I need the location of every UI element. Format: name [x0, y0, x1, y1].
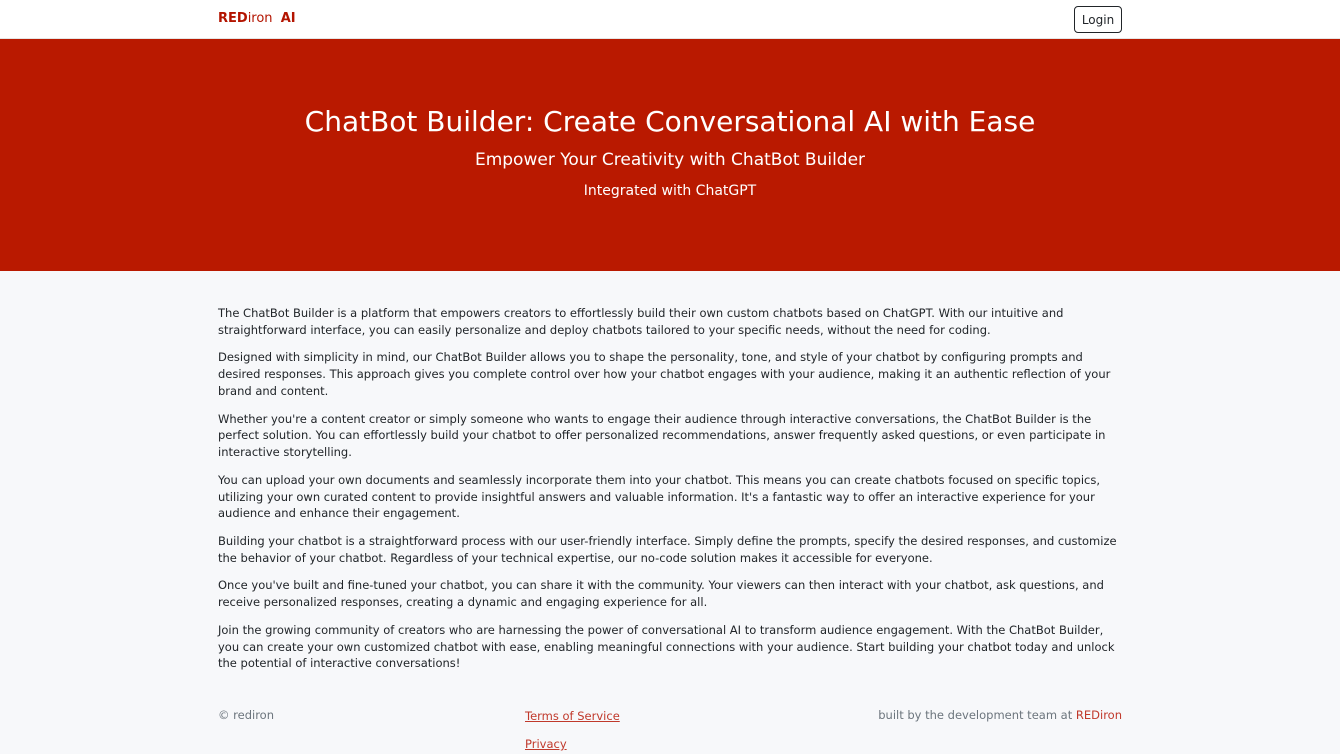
content-paragraph: You can upload your own documents and seamlessly incorporate them into your chatbot. This means you can create chatbots focused on specific topics, utilizing your own curated content to provide insightful answers and valuable information. It's a fantastic way to offer an interactive experience for your audience and enhance their engagement. — [218, 472, 1101, 521]
content-paragraph: Whether you're a content creator or simply someone who wants to engage their audience through interactive conversations, the ChatBot Builder is the perfect solution. You can effortlessly build your chatbot to offer personalized recommendations, answer frequently asked questions, or even participate in interactive storytelling. — [218, 411, 1106, 460]
page-title: ChatBot Builder: Create Conversational AI with Ease — [304, 105, 1036, 138]
brand-logo[interactable] — [218, 11, 296, 26]
hero-tagline: Integrated with ChatGPT — [583, 183, 757, 199]
brand-red-part2: iron — [247, 11, 273, 26]
rediron-link[interactable]: REDiron — [1075, 708, 1122, 722]
content-paragraph: Designed with simplicity in mind, our ChatBot Builder allows you to shape the personality, tone, and style of your chatbot by configuring prompts and desired responses. This approach gives you complete control over how your chatbot engages with your audience, making it an authentic reflection of your brand and content. — [218, 350, 1111, 398]
built-by-text — [878, 708, 1122, 722]
built-by-label: built by the development team at — [878, 708, 1073, 722]
brand-red-part1: RED — [218, 11, 248, 26]
hero-banner — [0, 39, 1340, 271]
login-button[interactable]: Login — [1074, 6, 1122, 33]
page-footer — [0, 706, 1340, 754]
top-navbar — [0, 0, 1340, 39]
footer-links — [525, 708, 620, 754]
content-paragraph: Once you've built and fine-tuned your chatbot, you can share it with the community. Your viewers can then interact with your chatbot, ask questions, and receive personalized responses, creating a dynamic and engaging experience for all. — [218, 578, 1104, 610]
brand-ai: AI — [280, 11, 296, 26]
hero-subtitle: Empower Your Creativity with ChatBot Builder — [474, 150, 866, 170]
privacy-link[interactable]: Privacy — [525, 737, 567, 751]
copyright-text: © rediron — [218, 708, 275, 722]
content-paragraph: Building your chatbot is a straightforward process with our user-friendly interface. Simply define the prompts, specify the desired responses, and customize the behavior of your chatbot. Regardless of your technical expertise, our no-code solution makes it accessible for everyone. — [218, 533, 1117, 565]
main-content — [218, 305, 1122, 683]
content-paragraph: The ChatBot Builder is a platform that empowers creators to effortlessly build their own custom chatbots based on ChatGPT. With our intuitive and straightforward interface, you can easily personalize and deploy chatbots tailored to your specific needs, without the need for coding. — [218, 306, 1064, 337]
terms-of-service-link[interactable]: Terms of Service — [525, 709, 620, 723]
content-paragraph: Join the growing community of creators who are harnessing the power of conversational AI to transform audience engagement. With the ChatBot Builder, you can create your own customized chatbot with ease, enabling meaningful connections with your audience. Start building your chatbot today and unlock the potential of interactive conversations! — [218, 622, 1115, 671]
